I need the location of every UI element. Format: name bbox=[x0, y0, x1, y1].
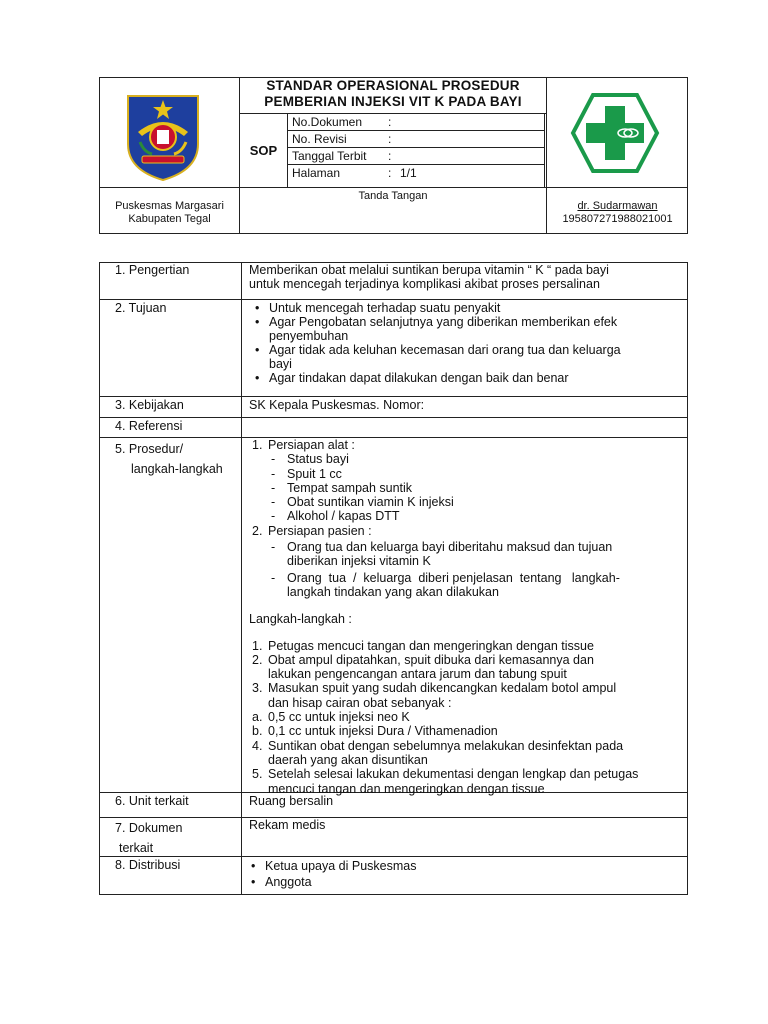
list-item: - Status bayi bbox=[271, 452, 349, 467]
meta-row-no-revisi: No. Revisi : bbox=[292, 132, 392, 146]
table-row-line bbox=[99, 856, 688, 857]
list-item: 1. Petugas mencuci tangan dan mengeringkan dengan tissue bbox=[252, 638, 594, 653]
list-item: a. 0,5 cc untuk injeksi neo K bbox=[252, 710, 410, 725]
label-tujuan: 2. Tujuan bbox=[115, 301, 167, 315]
signer-block bbox=[547, 200, 688, 226]
meta-row-no-dokumen: No.Dokumen : bbox=[292, 115, 392, 129]
list-item: - Orang tua / keluarga diberi penjelasan tentang langkah- langkah tindakan yang akan dilakukan bbox=[271, 570, 620, 599]
dokumen-terkait-text: Rekam medis bbox=[249, 818, 326, 832]
list-item: - Alkohol / kapas DTT bbox=[271, 509, 400, 524]
signer-nip: 195807271988021001 bbox=[562, 213, 673, 225]
pengertian-text: Memberikan obat melalui suntikan berupa vitamin “ K “ pada bayi untuk mencegah terjadinya komplikasi akibat proses persalinan bbox=[249, 263, 609, 291]
tujuan-list bbox=[249, 301, 685, 385]
list-item: • Agar tindakan dapat dilakukan dengan baik dan benar bbox=[249, 371, 685, 385]
label-kebijakan: 3. Kebijakan bbox=[115, 398, 184, 412]
label-dokumen-terkait: 7. Dokumen terkait bbox=[115, 821, 183, 855]
table-row-line bbox=[99, 299, 688, 300]
list-item: • Anggota bbox=[245, 874, 681, 890]
label-referensi: 4. Referensi bbox=[115, 419, 183, 433]
organization-name: Puskesmas Margasari Kabupaten Tegal bbox=[115, 200, 224, 225]
label-pengertian: 1. Pengertian bbox=[115, 263, 190, 277]
distribusi-list bbox=[245, 858, 681, 890]
kebijakan-text: SK Kepala Puskesmas. Nomor: bbox=[249, 398, 425, 412]
regency-emblem-icon bbox=[124, 92, 202, 182]
list-item: - Spuit 1 cc bbox=[271, 466, 342, 481]
meta-row-tanggal-terbit: Tanggal Terbit : bbox=[292, 149, 392, 163]
header-divider-bottom bbox=[99, 187, 688, 188]
label-prosedur: 5. Prosedur/ langkah-langkah bbox=[115, 442, 223, 476]
list-item: 4. Suntikan obat dengan sebelumnya melakukan desinfektan pada daerah yang akan disuntikan bbox=[252, 738, 624, 767]
label-distribusi: 8. Distribusi bbox=[115, 858, 181, 872]
list-item: • Agar Pengobatan selanjutnya yang diberikan memberikan efek penyembuhan bbox=[249, 315, 685, 343]
table-row-line bbox=[99, 396, 688, 397]
list-item: 5. Setelah selesai lakukan dekumentasi dengan lengkap dan petugas mencuci tangan dan mengeringkan dengan tissue bbox=[252, 767, 639, 796]
meta-row-halaman: Halaman : 1/1 bbox=[292, 166, 417, 180]
list-item: - Obat suntikan viamin K injeksi bbox=[271, 495, 454, 510]
signer-name: dr. Sudarmawan bbox=[577, 200, 658, 212]
unit-terkait-text: Ruang bersalin bbox=[249, 794, 334, 808]
prosedur-content: 1. Persiapan alat : - Status bayi - Spuit 1 cc - Tempat sampah suntik - Obat suntikan viamin K injeksi - Alkohol / kapas DTT 2. Persiapan pasien : - Orang tua dan keluarga bayi diberitahu maksud dan tujuan diberikan injeksi vitamin K - Orang tua / keluarga diberi penjelasan tentang langkah- langkah tindakan yang akan dilakukan Langkah-langkah : 1. Petugas mencuci tangan dan mengeringkan dengan tissue 2. Obat ampul dipatahkan, spuit dibuka dari kemasannya dan lakukan pengencangan antara jarum dan tabung spuit 3. Masukan spuit yang sudah dikencangkan kedalam botol ampul dan hisap cairan obat sebanyak : a. 0,5 cc untuk injeksi neo K b. 0,1 cc untuk injeksi Dura / Vithamenadion 4. Suntikan obat dengan sebelumnya melakukan desinfektan pada daerah yang akan disuntikan 5. Setelah selesai lakukan dekumentasi dengan lengkap dan petugas mencuci tangan dan mengeringkan dengan tissue bbox=[249, 438, 683, 796]
label-unit-terkait: 6. Unit terkait bbox=[115, 794, 189, 808]
sop-label: SOP bbox=[249, 143, 278, 158]
list-item: 2. Obat ampul dipatahkan, spuit dibuka dari kemasannya dan lakukan pengencangan antara jarum dan tabung spuit bbox=[252, 652, 594, 682]
title-line-1: STANDAR OPERASIONAL PROSEDUR bbox=[266, 78, 520, 93]
list-item: • Ketua upaya di Puskesmas bbox=[245, 858, 681, 874]
table-column-divider bbox=[241, 262, 242, 895]
table-row-line bbox=[99, 417, 688, 418]
title-line-2: PEMBERIAN INJEKSI VIT K PADA BAYI bbox=[264, 94, 522, 109]
table-row-line bbox=[99, 817, 688, 818]
list-item: • Untuk mencegah terhadap suatu penyakit bbox=[249, 301, 685, 315]
list-item: - Orang tua dan keluarga bayi diberitahu maksud dan tujuan diberikan injeksi vitamin K bbox=[271, 540, 613, 569]
list-item: 3. Masukan spuit yang sudah dikencangkan kedalam botol ampul dan hisap cairan obat sebanyak : bbox=[252, 681, 617, 710]
signature-label: Tanda Tangan bbox=[358, 190, 428, 202]
document-title bbox=[240, 78, 546, 110]
list-item: - Tempat sampah suntik bbox=[271, 480, 413, 495]
meta-right-border bbox=[544, 113, 545, 187]
list-item: b. 0,1 cc untuk injeksi Dura / Vithamenadion bbox=[252, 724, 498, 739]
list-item: • Agar tidak ada keluhan kecemasan dari orang tua dan keluarga bayi bbox=[249, 343, 685, 371]
puskesmas-logo-icon bbox=[570, 92, 660, 174]
